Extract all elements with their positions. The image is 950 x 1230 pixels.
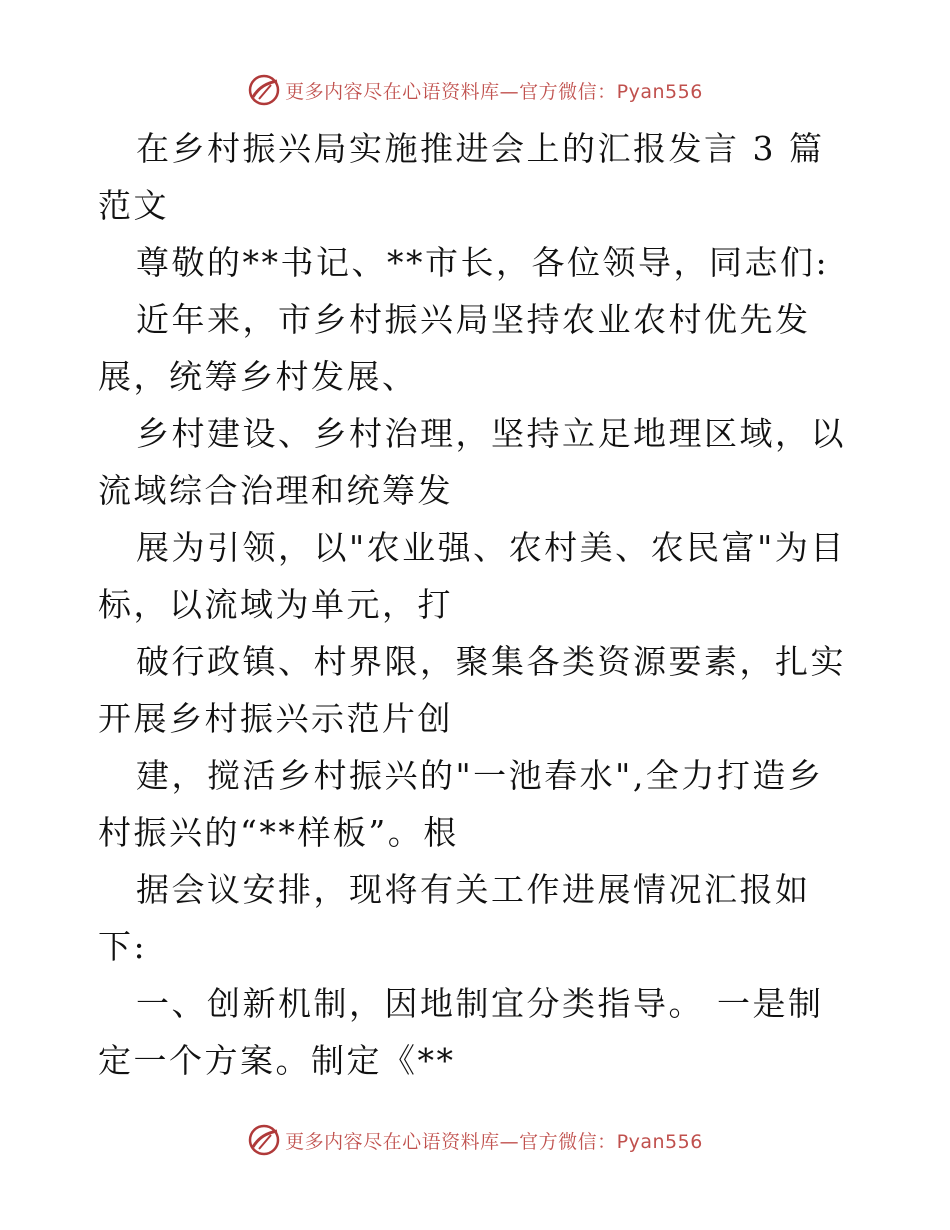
brand-logo-icon [247, 73, 281, 107]
watermark-text: 更多内容尽在心语资料库—官方微信：Pyan556 [285, 80, 703, 103]
paragraph: 据会议安排，现将有关工作进展情况汇报如下: [98, 870, 811, 966]
paragraph: 近年来，市乡村振兴局坚持农业农村优先发展，统筹乡村发展、 [98, 300, 811, 396]
footer-watermark-banner [0, 1120, 950, 1160]
paragraph: 建，搅活乡村振兴的"一池春水",全力打造乡村振兴的“**样板”。根 [98, 756, 824, 852]
document-body [98, 120, 858, 1089]
salutation: 尊敬的**书记、**市长，各位领导，同志们: [136, 243, 830, 282]
paragraph: 展为引领，以"农业强、农村美、农民富"为目标，以流域为单元，打 [98, 528, 846, 624]
header-watermark-banner [0, 70, 950, 110]
section-heading: 一、创新机制，因地制宜分类指导。 一是制定一个方案。制定《** [98, 984, 824, 1080]
watermark-text: 更多内容尽在心语资料库—官方微信：Pyan556 [285, 1130, 703, 1153]
paragraph: 乡村建设、乡村治理，坚持立足地理区域，以流域综合治理和统筹发 [98, 414, 846, 510]
brand-logo-icon [247, 1123, 281, 1157]
document-title: 在乡村振兴局实施推进会上的汇报发言 3 篇范文 [98, 129, 825, 225]
paragraph: 破行政镇、村界限，聚集各类资源要素，扎实开展乡村振兴示范片创 [98, 642, 846, 738]
